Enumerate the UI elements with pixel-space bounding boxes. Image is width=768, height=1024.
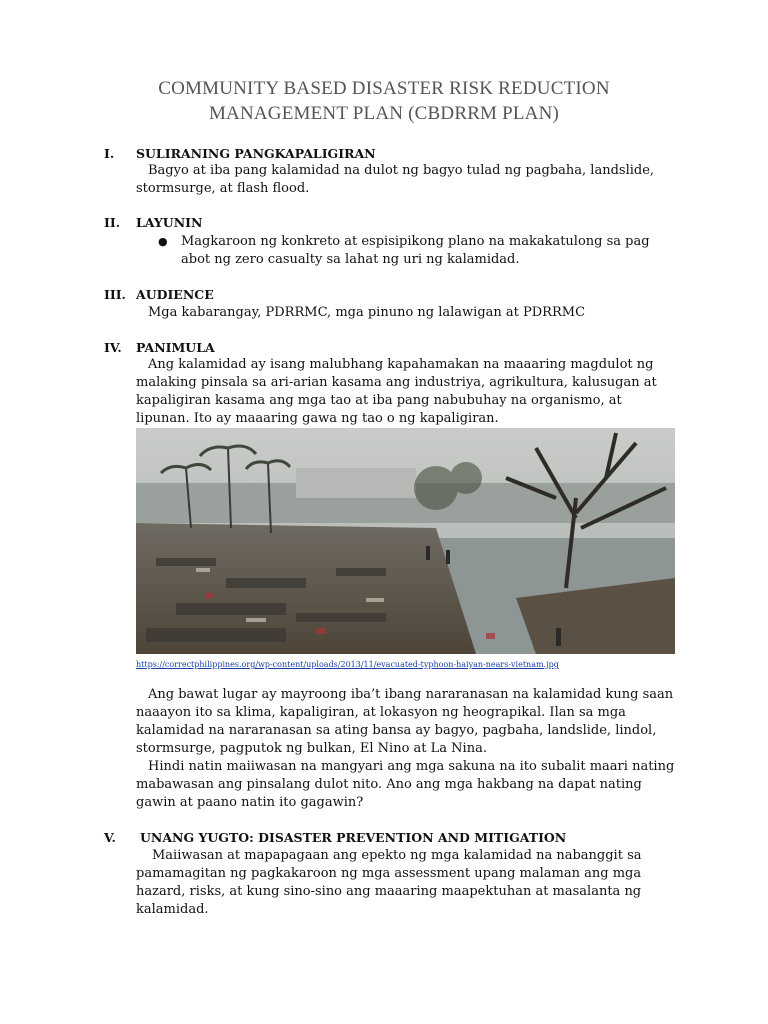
- paragraph: Maiiwasan at mapapagaan ang epekto ng mga kalamidad na nabanggit sa pamamagitan ng pagkakaroon ng mga assessment upang malaman ang mga hazard, risks, at kung sino-sino ang maaaring maapektuhan at masalanta ng kalamidad.: [136, 848, 642, 917]
- section-heading: UNANG YUGTO: DISASTER PREVENTION AND MITIGATION: [140, 830, 567, 845]
- section-heading: SULIRANING PANGKAPALIGIRAN: [136, 146, 376, 161]
- section-number: I.: [104, 146, 115, 161]
- document-title: [0, 76, 768, 126]
- paragraph: Bagyo at iba pang kalamidad na dulot ng bagyo tulad ng pagbaha, landslide, stormsurge, at flash flood.: [136, 163, 655, 196]
- section-text: [136, 847, 676, 919]
- title-line-1: COMMUNITY BASED DISASTER RISK REDUCTION: [158, 78, 610, 99]
- typhoon-aftermath-photo: [136, 428, 675, 654]
- bullet-dot-icon: ●: [158, 235, 168, 248]
- section-number: IV.: [104, 340, 122, 355]
- section-heading: AUDIENCE: [136, 287, 214, 302]
- title-line-2: MANAGEMENT PLAN (CBDRRM PLAN): [208, 103, 560, 124]
- bullet-text: Magkaroon ng konkreto at espisipikong plano na makakatulong sa pag abot ng zero casualty sa lahat ng uri ng kalamidad.: [181, 234, 650, 267]
- section-heading: LAYUNIN: [136, 215, 203, 230]
- section-heading: PANIMULA: [136, 340, 215, 355]
- paragraph: Ang bawat lugar ay mayroong iba’t ibang nararanasan na kalamidad kung saan naaayon ito sa klima, kapaligiran, at lokasyon ng heograpikal. Ilan sa mga kalamidad na nararanasan sa ating bansa ay bagyo, pagbaha, landslide, lindol, stormsurge, pagputok ng bulkan, El Nino at La Nina.: [136, 687, 674, 756]
- section-number: II.: [104, 215, 121, 230]
- section-4-paragraph-3: [136, 758, 676, 812]
- image-source-link[interactable]: https://correctphilippines.org/wp-content/uploads/2013/11/evacuated-typhoon-haiyan-nears-vietnam.jpg: [136, 660, 559, 669]
- section-4-paragraph-2: [136, 686, 676, 758]
- section-number: III.: [104, 287, 126, 302]
- section-text: [136, 162, 676, 198]
- section-number: V.: [104, 830, 116, 845]
- paragraph: Ang kalamidad ay isang malubhang kapahamakan na maaaring magdulot ng malaking pinsala sa ari-arian kasama ang industriya, agrikultura, kalusugan at kapaligiran kasama ang mga tao at iba pang nabubuhay na organismo, at lipunan. Ito ay maaaring gawa ng tao o ng kapaligiran.: [136, 357, 657, 426]
- paragraph: Hindi natin maiiwasan na mangyari ang mga sakuna na ito subalit maari nating mabawasan ang pinsalang dulot nito. Ano ang mga hakbang na dapat nating gawin at paano natin ito gagawin?: [136, 759, 675, 810]
- section-text: [136, 356, 676, 428]
- bullet-item: [158, 233, 678, 269]
- section-text: Mga kabarangay, PDRRMC, mga pinuno ng lalawigan at PDRRMC: [148, 305, 586, 320]
